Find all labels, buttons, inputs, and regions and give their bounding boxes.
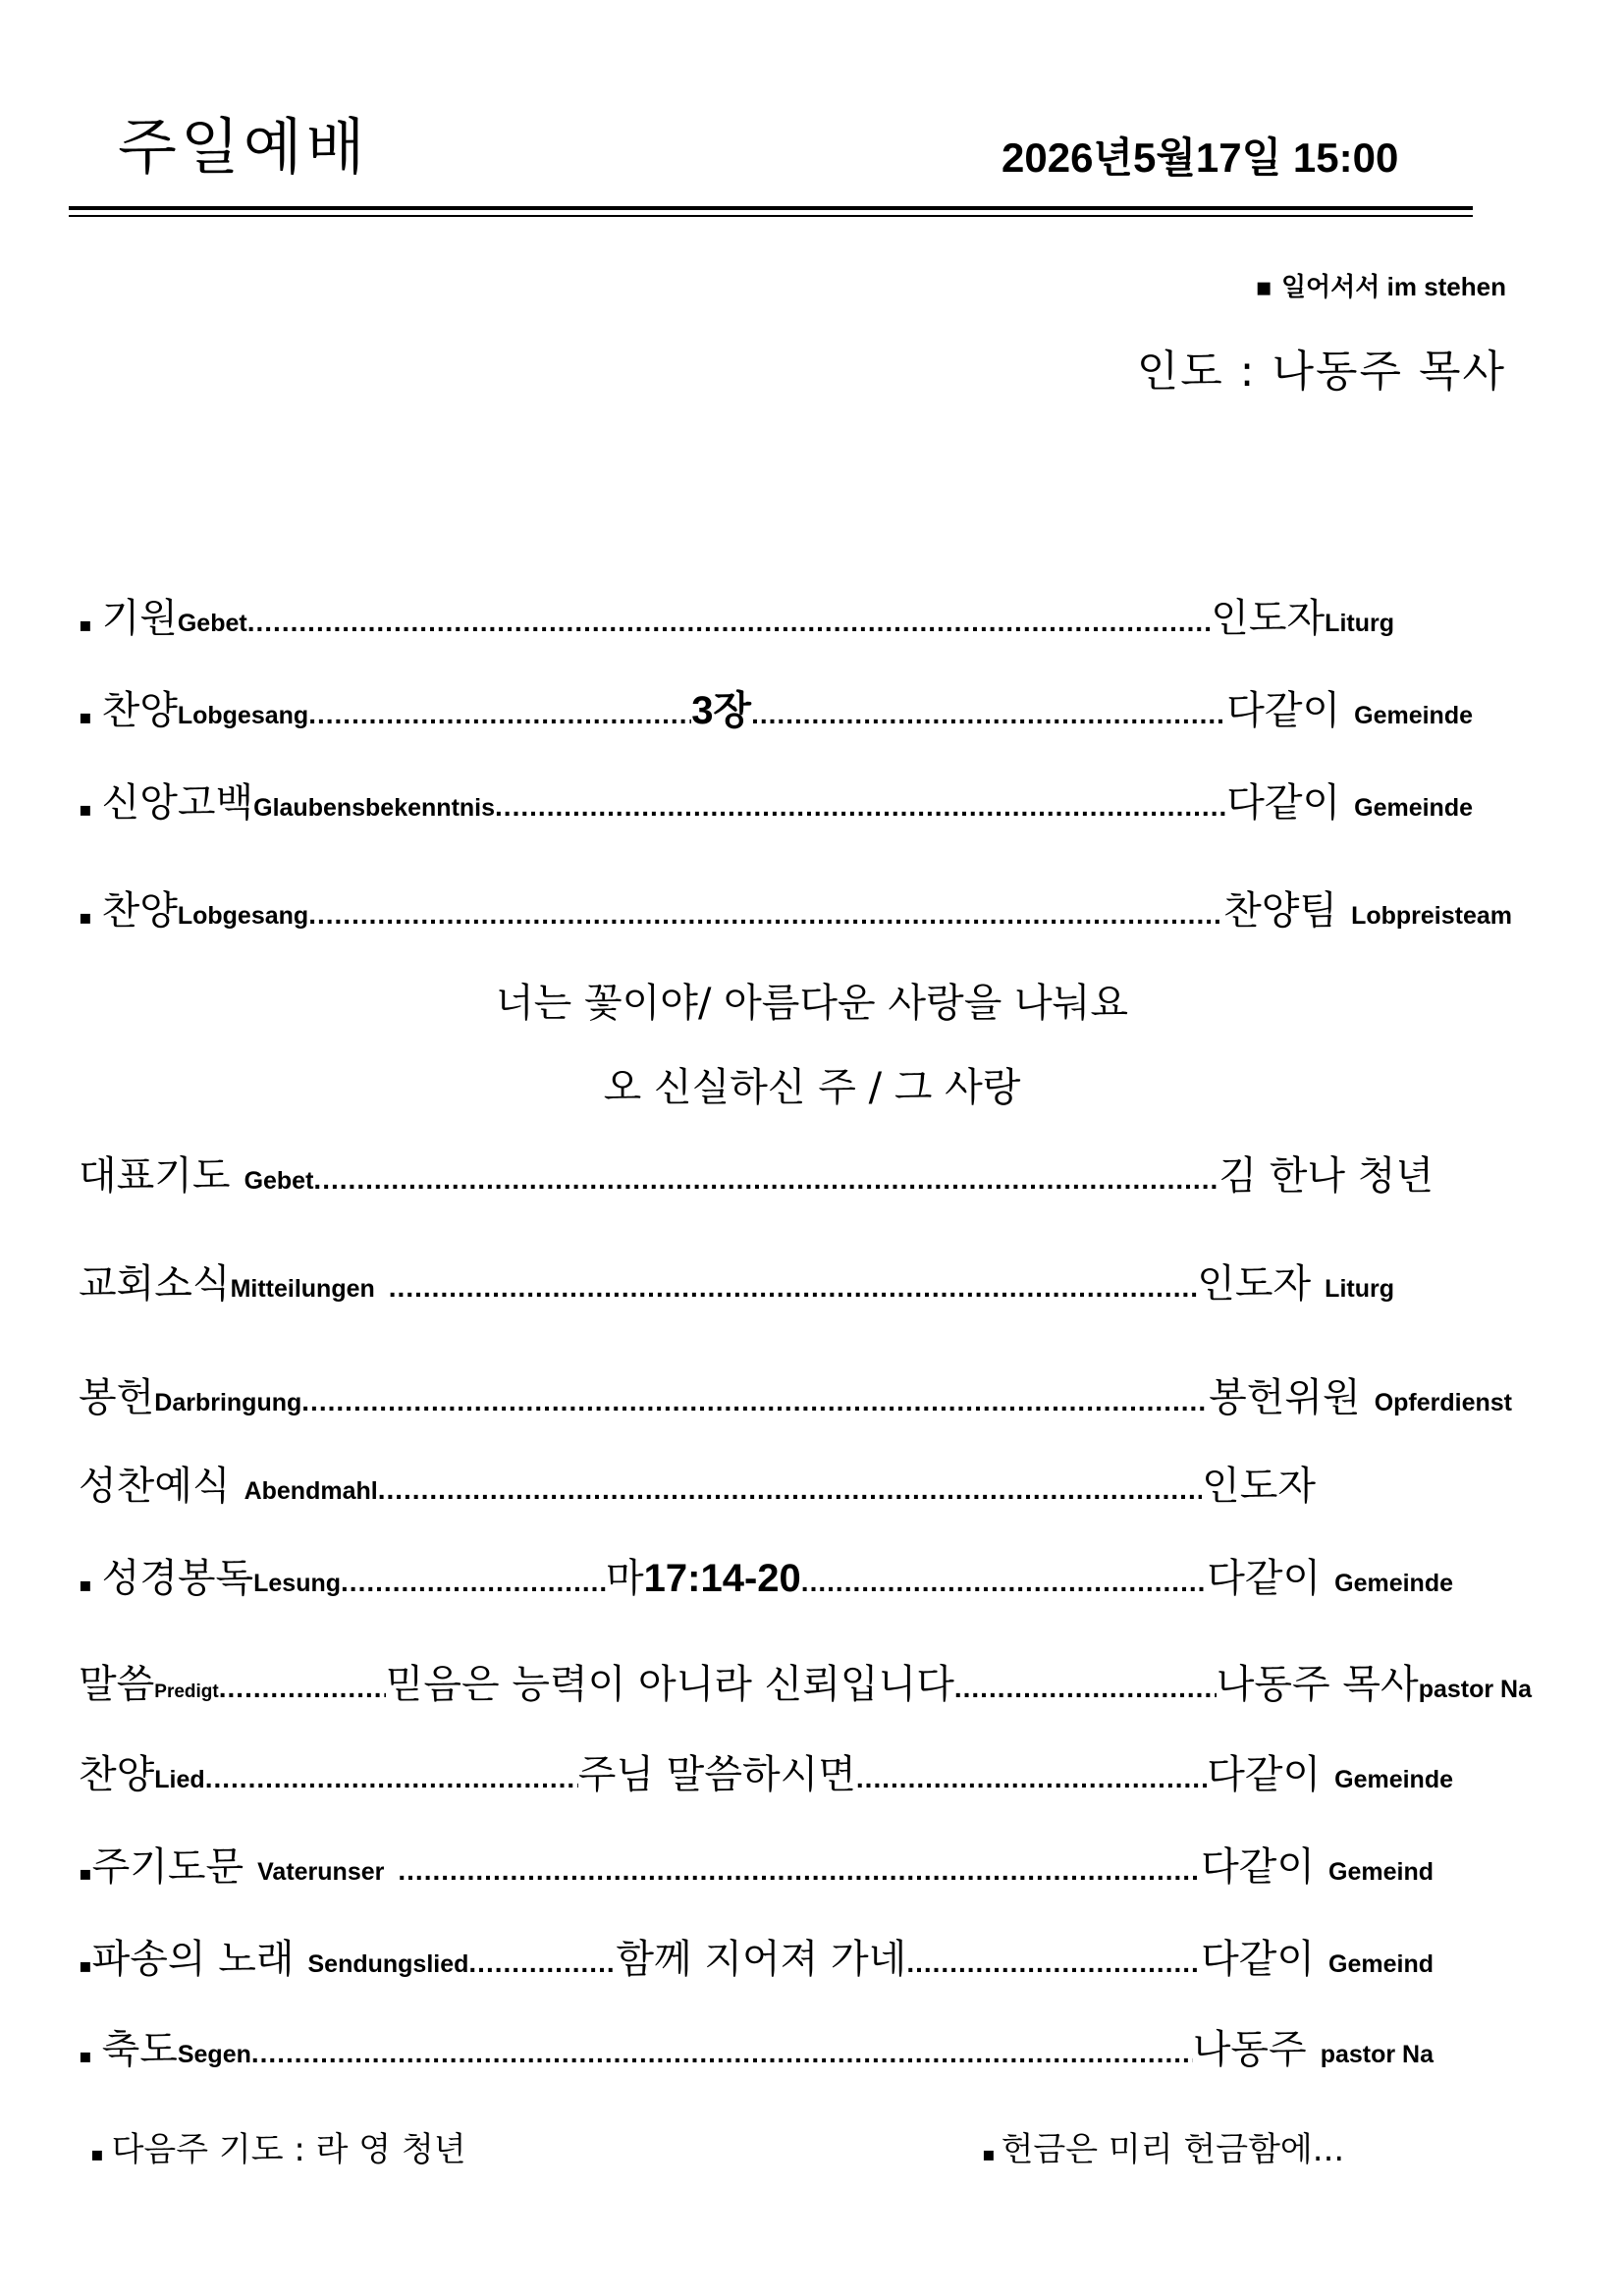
song-title: 너는 꽃이야/ 아름다운 사랑을 나눠요	[496, 981, 1128, 1026]
item-responsible: 봉헌위원	[1209, 1375, 1361, 1420]
item-responsible: 다같이	[1226, 780, 1341, 826]
standing-note-text: 일어서서 im stehen	[1280, 272, 1506, 301]
item-responsible-de: Opferdienst	[1374, 1389, 1512, 1416]
song-name: 함께 지어져 가네	[616, 1937, 907, 1982]
dot-leader	[801, 1567, 1207, 1598]
item-title-de: Predigt	[154, 1682, 219, 1702]
item-title-de: Darbringung	[154, 1389, 302, 1416]
item-title-de: Glaubensbekenntnis	[253, 794, 496, 822]
dot-leader	[251, 2038, 1193, 2069]
hymn-number: 3장	[691, 689, 752, 732]
item-responsible: 다같이	[1201, 1844, 1316, 1890]
dot-leader	[378, 1474, 1202, 1506]
item-title: 성경봉독	[101, 1556, 254, 1601]
item-title-de: Gebet	[244, 1167, 314, 1195]
item-title: 찬양	[79, 1752, 155, 1797]
item-responsible: 인도자	[1211, 596, 1326, 641]
item-responsible: 다같이	[1207, 1556, 1322, 1601]
item-responsible-de: Gemeinde	[1334, 1766, 1453, 1793]
header-divider	[69, 206, 1473, 210]
order-item-lords-prayer	[79, 1836, 1434, 1895]
item-responsible-de: Gemeind	[1328, 1858, 1434, 1886]
page-title: 주일예배	[118, 111, 369, 183]
order-item-hymn	[79, 679, 1473, 738]
order-item-prayer	[79, 1145, 1434, 1203]
item-responsible-de: Liturg	[1325, 1275, 1394, 1303]
item-responsible-de: Gemeind	[1328, 1950, 1434, 1978]
dot-leader	[856, 1763, 1207, 1794]
item-responsible-de: Gemeinde	[1354, 794, 1473, 822]
order-item-scripture	[79, 1547, 1453, 1606]
dot-leader	[468, 1948, 616, 1979]
item-responsible-de: Lobpreisteam	[1351, 902, 1512, 930]
service-leader: 인도 : 나동주 목사	[1136, 347, 1506, 397]
order-item-song	[79, 1743, 1453, 1802]
item-responsible: 인도자	[1197, 1261, 1312, 1307]
item-title: 말씀	[79, 1662, 155, 1707]
order-item-sending-song	[79, 1928, 1434, 1987]
item-title: 찬양	[101, 888, 178, 934]
scripture-reference: 17:14-20	[643, 1557, 801, 1600]
dot-leader	[219, 1673, 386, 1704]
offering-note	[982, 2122, 1344, 2170]
item-title: 찬양	[101, 688, 178, 733]
item-title: 대표기도	[79, 1153, 231, 1199]
dot-leader	[308, 899, 1223, 931]
scripture-book: 마	[606, 1556, 644, 1601]
bullet-icon: ▪	[90, 2142, 104, 2165]
item-responsible: 나동주 목사	[1216, 1662, 1419, 1707]
service-datetime: 2026년5월17일 15:00	[1001, 134, 1399, 181]
item-title-de: Lobgesang	[177, 702, 309, 729]
next-week-prayer-note	[90, 2122, 466, 2170]
sermon-title: 믿음은 능력이 아니라 신뢰입니다	[385, 1662, 954, 1707]
item-title: 봉헌	[79, 1375, 155, 1420]
item-responsible-de: Gemeinde	[1354, 702, 1473, 729]
item-responsible: 찬양팀	[1223, 888, 1338, 934]
bullet-icon: ▪	[79, 2044, 92, 2067]
order-item-communion	[79, 1455, 1316, 1514]
item-responsible: 나동주	[1192, 2027, 1307, 2072]
item-title: 교회소식	[79, 1261, 231, 1307]
bullet-icon: ▪	[79, 797, 92, 821]
item-title-de: Mitteilungen	[230, 1275, 375, 1303]
bullet-icon: ▪	[79, 1573, 92, 1596]
dot-leader	[495, 791, 1226, 823]
dot-leader	[906, 1948, 1201, 1979]
next-week-prayer-text: 다음주 기도 : 라 영 청년	[111, 2130, 466, 2169]
item-title-de: Lied	[154, 1766, 205, 1793]
offering-note-text: 헌금은 미리 헌금함에...	[1001, 2130, 1345, 2169]
item-title: 성찬예식	[79, 1464, 231, 1509]
order-item-announcements	[79, 1253, 1394, 1311]
bullet-icon: ▪	[79, 1953, 92, 1977]
dot-leader	[389, 1272, 1197, 1304]
item-responsible-de: Gemeinde	[1334, 1570, 1453, 1597]
bullet-icon: ▪	[79, 613, 92, 636]
item-responsible: 다같이	[1207, 1752, 1322, 1797]
song-title: 오 신실하신 주 / 그 사랑	[603, 1065, 1021, 1110]
order-item-sermon	[79, 1653, 1532, 1712]
bullet-icon: ▪	[982, 2142, 996, 2165]
order-item-creed	[79, 772, 1473, 830]
bullet-icon: ▪	[79, 1861, 92, 1885]
standing-note	[1255, 267, 1506, 303]
item-title: 축도	[101, 2027, 178, 2072]
item-responsible-de: pastor Na	[1320, 2041, 1434, 2068]
item-title: 기원	[101, 596, 178, 641]
header-divider-thin	[69, 215, 1473, 217]
item-responsible: 인도자	[1202, 1464, 1316, 1509]
item-responsible: 다같이	[1226, 688, 1341, 733]
item-title-de: Gebet	[177, 610, 247, 637]
dot-leader	[308, 699, 691, 730]
item-title-de: Lesung	[253, 1570, 342, 1597]
item-title-de: Abendmahl	[244, 1477, 378, 1505]
dot-leader	[313, 1164, 1218, 1196]
order-item-benediction	[79, 2018, 1434, 2077]
bullet-icon: ▪	[79, 905, 92, 929]
item-title-de: Vaterunser	[257, 1858, 385, 1886]
song-name: 주님 말씀하시면	[577, 1752, 856, 1797]
bullet-icon: ▪	[79, 705, 92, 728]
bullet-icon: ▪	[1255, 273, 1272, 302]
item-responsible: 다같이	[1201, 1937, 1316, 1982]
dot-leader	[751, 699, 1226, 730]
item-title-de: Segen	[177, 2041, 251, 2068]
order-item-praise	[79, 880, 1512, 938]
item-title-de: Sendungslied	[307, 1950, 469, 1978]
order-item-invocation	[79, 587, 1394, 646]
dot-leader	[954, 1673, 1217, 1704]
item-title-de: Lobgesang	[177, 902, 309, 930]
dot-leader	[341, 1567, 606, 1598]
item-responsible: 김 한나 청년	[1218, 1153, 1434, 1199]
item-responsible-de: Liturg	[1325, 610, 1394, 637]
dot-leader	[398, 1855, 1201, 1887]
dot-leader	[301, 1386, 1209, 1417]
dot-leader	[247, 607, 1212, 638]
item-title: 신앙고백	[101, 780, 254, 826]
item-title: 주기도문	[91, 1844, 244, 1890]
item-responsible-de: pastor Na	[1418, 1676, 1532, 1703]
order-item-offering	[79, 1366, 1512, 1425]
dot-leader	[205, 1763, 578, 1794]
item-title: 파송의 노래	[91, 1937, 295, 1982]
